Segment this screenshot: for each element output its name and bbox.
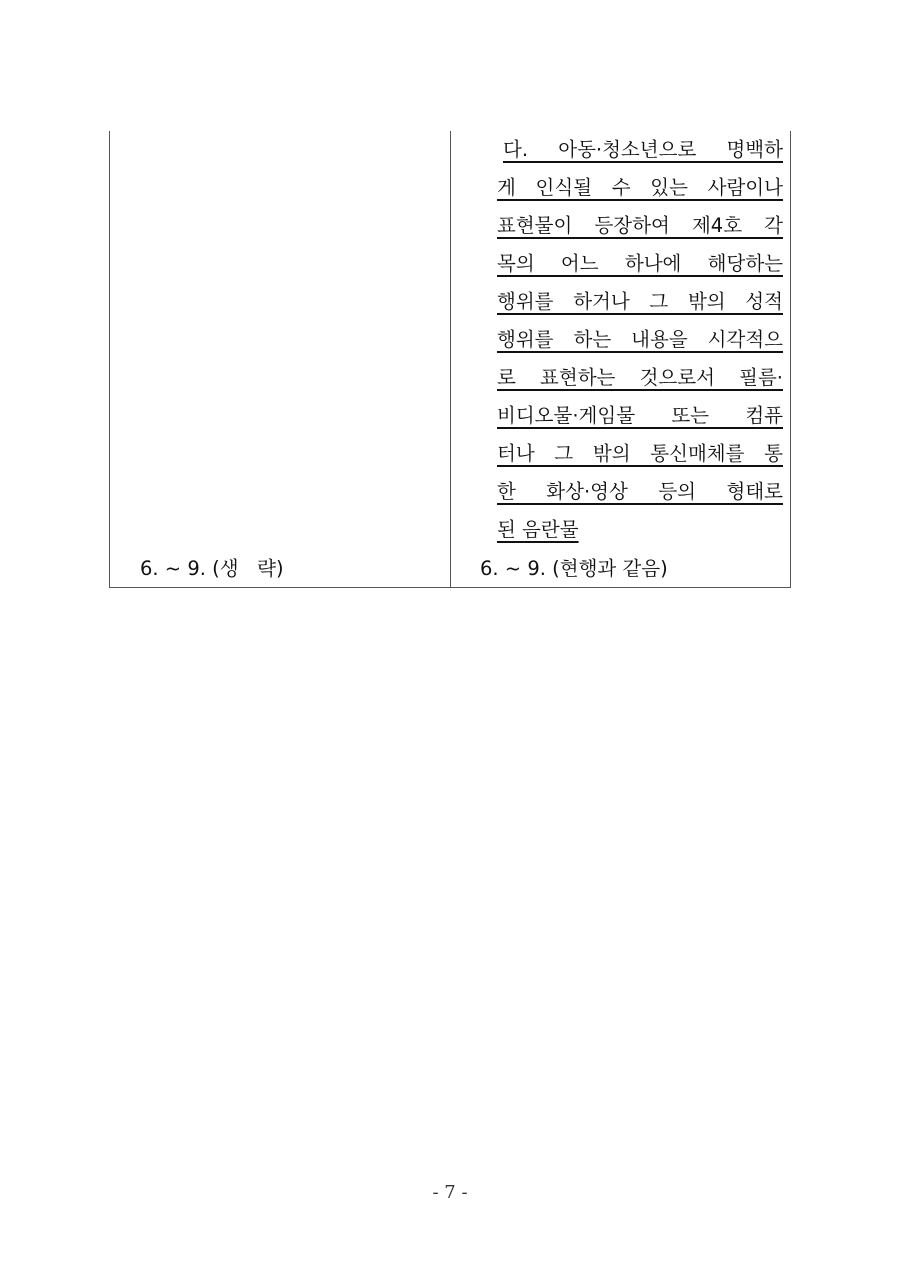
current-items-6-9: 6. ~ 9. (생 략) <box>140 557 284 580</box>
amendment-line: 게 인식될 수 있는 사람이나 <box>497 176 783 199</box>
amendment-line: 된 음란물 <box>497 518 579 541</box>
amended-items-6-9: 6. ~ 9. (현행과 같음) <box>480 557 668 580</box>
amendment-line: 표현물이 등장하여 제4호 각 <box>497 214 783 237</box>
comparison-table <box>109 131 791 588</box>
amendment-line: 비디오물·게임물 또는 컴퓨 <box>497 404 783 427</box>
current-law-column <box>110 131 450 587</box>
amendment-line: 목의 어느 하나에 해당하는 <box>497 252 783 275</box>
amendment-line: 행위를 하거나 그 밖의 성적 <box>497 290 783 313</box>
amendment-line: 터나 그 밖의 통신매체를 통 <box>497 442 783 465</box>
amendment-line: 로 표현하는 것으로서 필름· <box>497 366 783 389</box>
amendment-column <box>451 131 791 587</box>
amendment-line: 다. 아동·청소년으로 명백하 <box>503 138 783 161</box>
amendment-line: 한 화상·영상 등의 형태로 <box>497 480 783 503</box>
page-number: - 7 - <box>432 1182 468 1203</box>
amendment-text-block <box>497 131 783 549</box>
amendment-line: 행위를 하는 내용을 시각적으 <box>497 328 783 351</box>
